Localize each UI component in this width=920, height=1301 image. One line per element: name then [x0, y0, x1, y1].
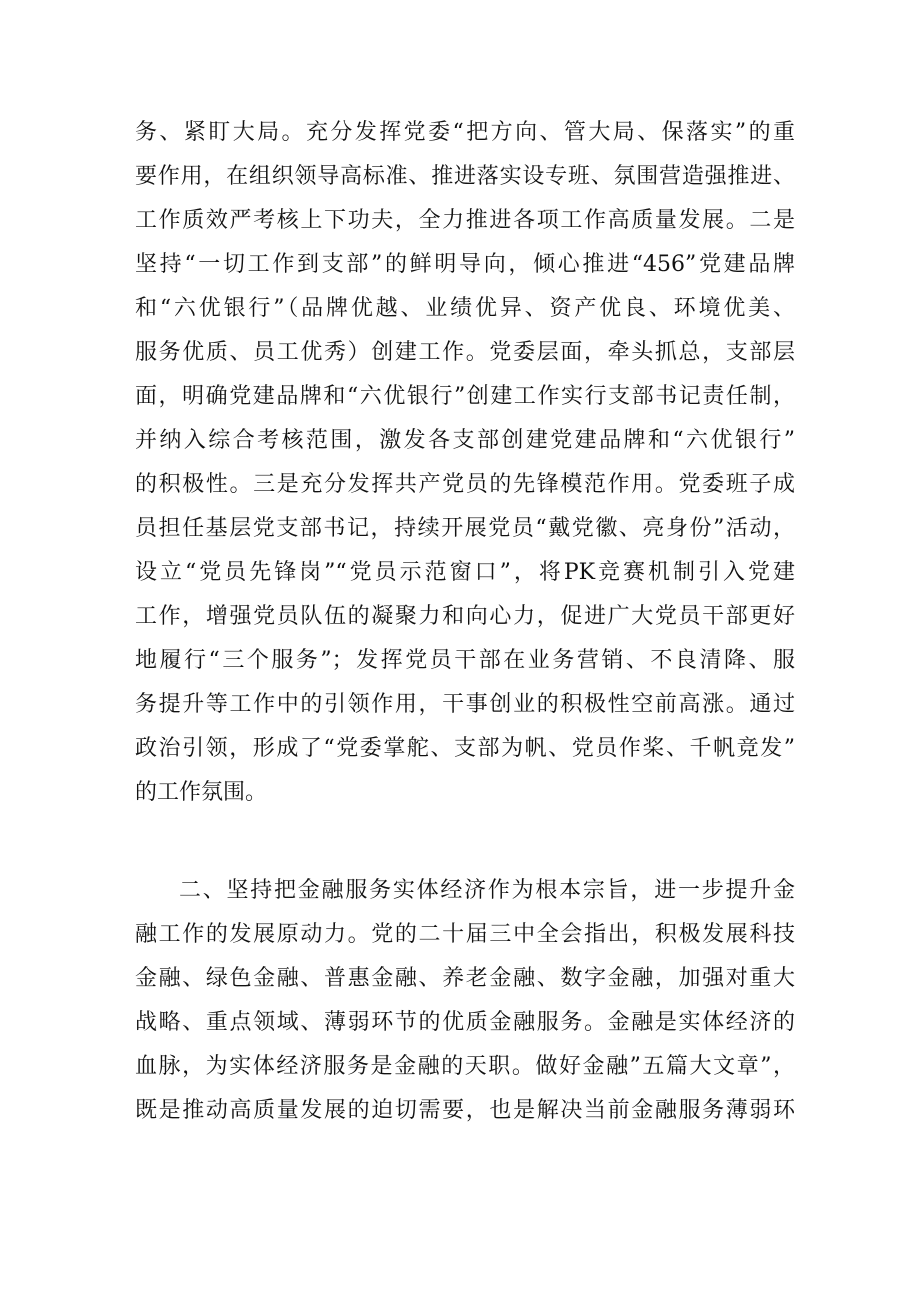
paragraph-1-line-8: 并纳入综合考核范围，激发各支部创建党建品牌和“六优银行” — [135, 428, 795, 453]
paragraph-1-line-11: 设立“党员先锋岗”“党员示范窗口”，将PK竞赛机制引入党建 — [135, 560, 795, 585]
paragraph-1-line-9: 的积极性。三是充分发挥共产党员的先锋模范作用。党委班子成 — [135, 472, 795, 497]
paragraph-1-line-12: 工作，增强党员队伍的凝聚力和向心力，促进广大党员干部更好 — [135, 604, 795, 629]
paragraph-1-line-1: 务、紧盯大局。充分发挥党委“把方向、管大局、保落实”的重 — [135, 120, 795, 145]
paragraph-2-line-4: 战略、重点领域、薄弱环节的优质金融服务。金融是实体经济的 — [135, 1010, 795, 1035]
paragraph-1-line-7: 面，明确党建品牌和“六优银行”创建工作实行支部书记责任制， — [135, 384, 795, 409]
paragraph-2-line-3: 金融、绿色金融、普惠金融、养老金融、数字金融，加强对重大 — [135, 966, 795, 991]
paragraph-1-line-13: 地履行“三个服务”；发挥党员干部在业务营销、不良清降、服 — [135, 648, 795, 673]
paragraph-1-line-6: 服务优质、员工优秀）创建工作。党委层面，牵头抓总，支部层 — [135, 340, 795, 365]
paragraph-1-line-4: 坚持“一切工作到支部”的鲜明导向，倾心推进“456”党建品牌 — [135, 252, 795, 277]
paragraph-1-line-15: 政治引领，形成了“党委掌舵、支部为帆、党员作桨、千帆竞发” — [135, 736, 795, 761]
paragraph-1-line-10: 员担任基层党支部书记，持续开展党员“戴党徽、亮身份”活动， — [135, 516, 795, 541]
paragraph-2-line-2: 融工作的发展原动力。党的二十届三中全会指出，积极发展科技 — [135, 922, 795, 947]
paragraph-2-line-6: 既是推动高质量发展的迫切需要，也是解决当前金融服务薄弱环 — [135, 1098, 795, 1123]
paragraph-1-line-16: 的工作氛围。 — [135, 780, 268, 805]
paragraph-1-line-5: 和“六优银行”（品牌优越、业绩优异、资产优良、环境优美、 — [135, 296, 795, 321]
paragraph-2-line-1: 二、坚持把金融服务实体经济作为根本宗旨，进一步提升金 — [179, 878, 795, 903]
paragraph-2-line-5: 血脉，为实体经济服务是金融的天职。做好金融”五篇大文章”， — [135, 1054, 795, 1079]
paragraph-1-line-2: 要作用，在组织领导高标准、推进落实设专班、氛围营造强推进、 — [135, 164, 795, 189]
paragraph-1-line-3: 工作质效严考核上下功夫，全力推进各项工作高质量发展。二是 — [135, 208, 795, 233]
paragraph-1-line-14: 务提升等工作中的引领作用，干事创业的积极性空前高涨。通过 — [135, 692, 795, 717]
